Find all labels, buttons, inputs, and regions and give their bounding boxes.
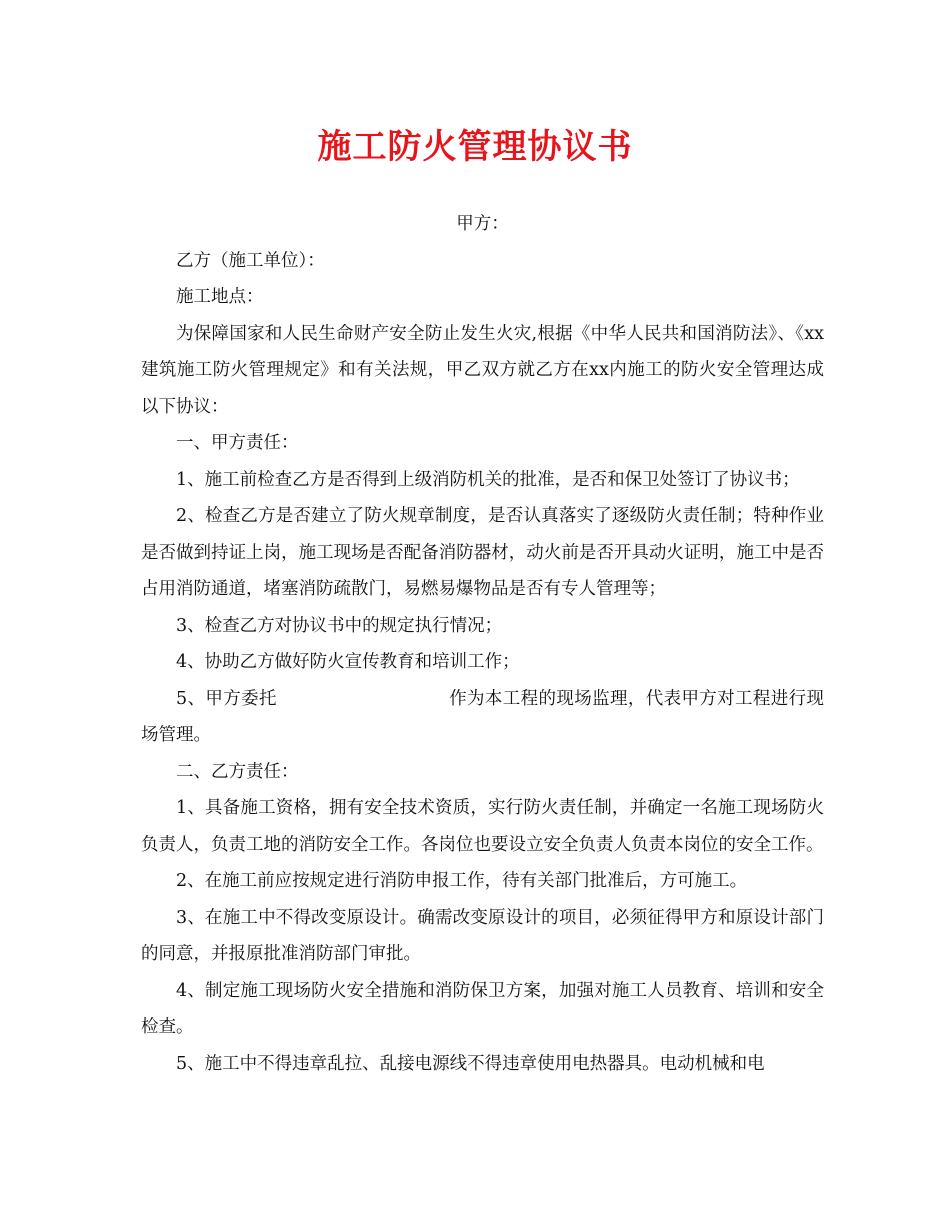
party-b-line: 乙方（施工单位）： xyxy=(176,250,325,271)
item-5-text-after: 作为本工程的现场监理，代表甲方对工程进行现场管理。 xyxy=(141,688,824,745)
section-b-item-1: 1、具备施工资格，拥有安全技术资质，实行防火责任制，并确定一名施工现场防火负责人，负责工地的消防安全工作。各岗位也要设立安全负责人负责本岗位的安全工作。 xyxy=(141,798,824,855)
section-b-item-3: 3、在施工中不得改变原设计。确需改变原设计的项目，必须征得甲方和原设计部门的同意，并报原批准消防部门审批。 xyxy=(141,907,824,964)
section-a-item-5 xyxy=(141,681,824,754)
section-b-item-4: 4、制定施工现场防火安全措施和消防保卫方案，加强对施工人员教育、培训和安全检查。 xyxy=(141,980,824,1037)
party-a-line: 甲方： xyxy=(456,214,509,234)
document-title: 施工防火管理协议书 xyxy=(317,127,633,167)
intro-paragraph: 为保障国家和人民生命财产安全防止发生火灾,根据《中华人民共和国消防法》、《xx建筑施工防火管理规定》和有关法规，甲乙双方就乙方在xx内施工的防火安全管理达成以下协议： xyxy=(141,323,824,417)
section-b-heading: 二、乙方责任： xyxy=(176,761,299,782)
document-body xyxy=(141,206,824,1082)
section-b-item-5: 5、施工中不得违章乱拉、乱接电源线不得违章使用电热器具。电动机械和电 xyxy=(176,1053,765,1074)
section-a-item-2: 2、检查乙方是否建立了防火规章制度，是否认真落实了逐级防火责任制；特种作业是否做到持证上岗，施工现场是否配备消防器材，动火前是否开具动火证明，施工中是否占用消防通道，堵塞消防疏散门，易燃易爆物品是否有专人管理等； xyxy=(141,506,824,599)
section-b-item-2: 2、在施工前应按规定进行消防申报工作，待有关部门批准后，方可施工。 xyxy=(176,871,748,891)
section-a-item-4: 4、协助乙方做好防火宣传教育和培训工作； xyxy=(176,652,520,672)
section-a-item-3: 3、检查乙方对协议书中的规定执行情况； xyxy=(176,615,503,636)
item-5-text-before: 5、甲方委托 xyxy=(176,688,277,709)
section-a-heading: 一、甲方责任： xyxy=(176,433,299,453)
site-line: 施工地点： xyxy=(176,287,264,307)
section-a-item-1: 1、施工前检查乙方是否得到上级消防机关的批准，是否和保卫处签订了协议书； xyxy=(176,469,800,490)
